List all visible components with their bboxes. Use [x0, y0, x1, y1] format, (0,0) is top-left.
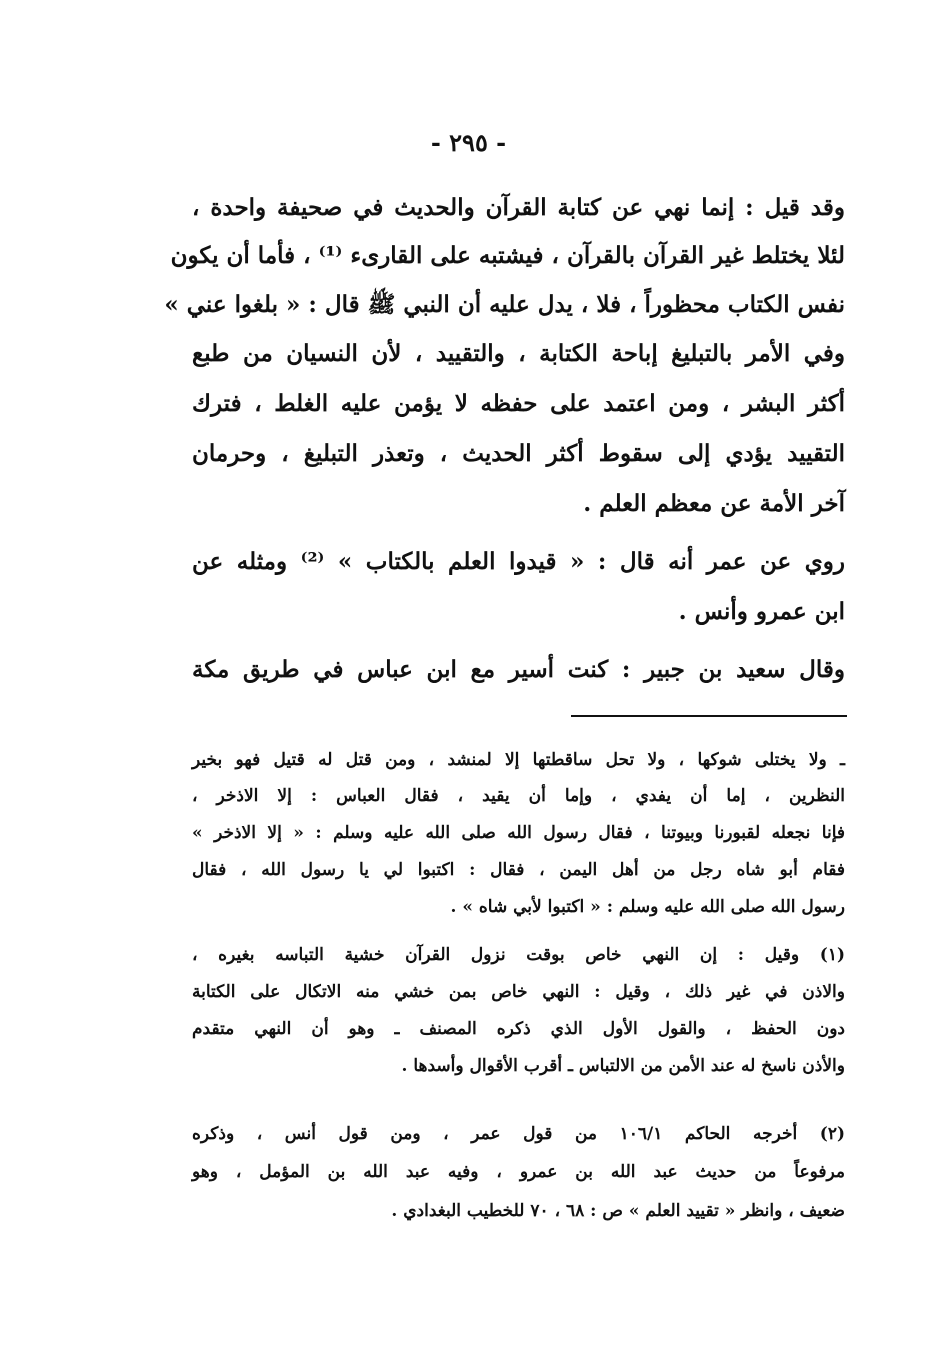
- body-line: وقال سعيد بن جبير : كنت أسير مع ابن عباس في طريق مكة: [192, 656, 845, 683]
- footnote-line: ضعيف ، وانظر « تقييد العلم » ص : ٦٨ ، ٧٠ للخطيب البغدادي .: [391, 1201, 845, 1221]
- body-line: ابن عمرو وأنس .: [678, 598, 845, 625]
- body-line: نفس الكتاب محظوراً ، فلا ، يدل عليه أن النبي ﷺ قال : « بلغوا عني »: [164, 291, 845, 318]
- footnote-line: ـ ولا يختلى شوكها ، ولا تحل ساقطتها إلا لمنشد ، ومن قتل له قتيل فهو بخير: [192, 750, 845, 770]
- footnote-line: دون الحفظ ، والقول الأول الذي ذكره المصنف ـ وهو أن النهي متقدم: [192, 1019, 845, 1039]
- body-line: التقييد يؤدي إلى سقوط أكثر الحديث ، وتعذر التبليغ ، وحرمان: [192, 440, 845, 467]
- body-line: لئلا يختلط غير القرآن بالقرآن ، فيشتبه على القارىء ⁽¹⁾ ، فأما أن يكون: [170, 242, 845, 269]
- body-line: وفي الأمر بالتبليغ إباحة الكتابة ، والتقييد ، لأن النسيان من طبع: [192, 340, 845, 367]
- footnote-line: (١) وقيل : إن النهي خاص بوقت نزول القرآن خشية التباسه بغيره ،: [192, 945, 845, 965]
- footnote-separator: [571, 715, 847, 717]
- footnote-line: رسول الله صلى الله عليه وسلم : « اكتبوا لأبي شاه » .: [450, 897, 845, 917]
- footnote-line: فإنا نجعله لقبورنا وبيوتنا ، فقال رسول الله صلى الله عليه وسلم : « إلا الاذخر »: [192, 823, 845, 843]
- footnote-line: والأذن ناسخ له عند الأمن من الالتباس ـ أقرب الأقوال وأسدها .: [401, 1056, 845, 1076]
- footnote-line: والاذن في غير ذلك ، وقيل : النهي خاص بمن خشي منه الاتكال على الكتابة: [192, 982, 845, 1002]
- body-line: آخر الأمة عن معظم العلم .: [583, 490, 845, 517]
- body-line: أكثر البشر ، ومن اعتمد على حفظه لا يؤمن عليه الغلط ، فترك: [192, 390, 845, 417]
- footnote-line: (٢) أخرجه الحاكم ١٠٦/١ من قول عمر ، ومن قول أنس ، وذكره: [192, 1124, 845, 1144]
- body-line: روي عن عمر أنه قال : « قيدوا العلم بالكتاب » ⁽²⁾ ومثله عن: [192, 548, 845, 575]
- footnote-line: فقام أبو شاه رجل من أهل اليمن ، فقال : اكتبوا لي يا رسول الله ، فقال: [192, 860, 845, 880]
- body-line: وقد قيل : إنما نهي عن كتابة القرآن والحديث في صحيفة واحدة ،: [192, 194, 845, 221]
- page-number: - ٢٩٥ -: [430, 128, 507, 157]
- footnote-line: مرفوعاً من حديث عبد الله بن عمرو ، وفيه عبد الله بن المؤمل ، وهو: [192, 1162, 845, 1182]
- footnote-line: النظرين ، إما أن يفدي ، وإما أن يقيد ، فقال العباس : إلا الاذخر ،: [192, 786, 845, 806]
